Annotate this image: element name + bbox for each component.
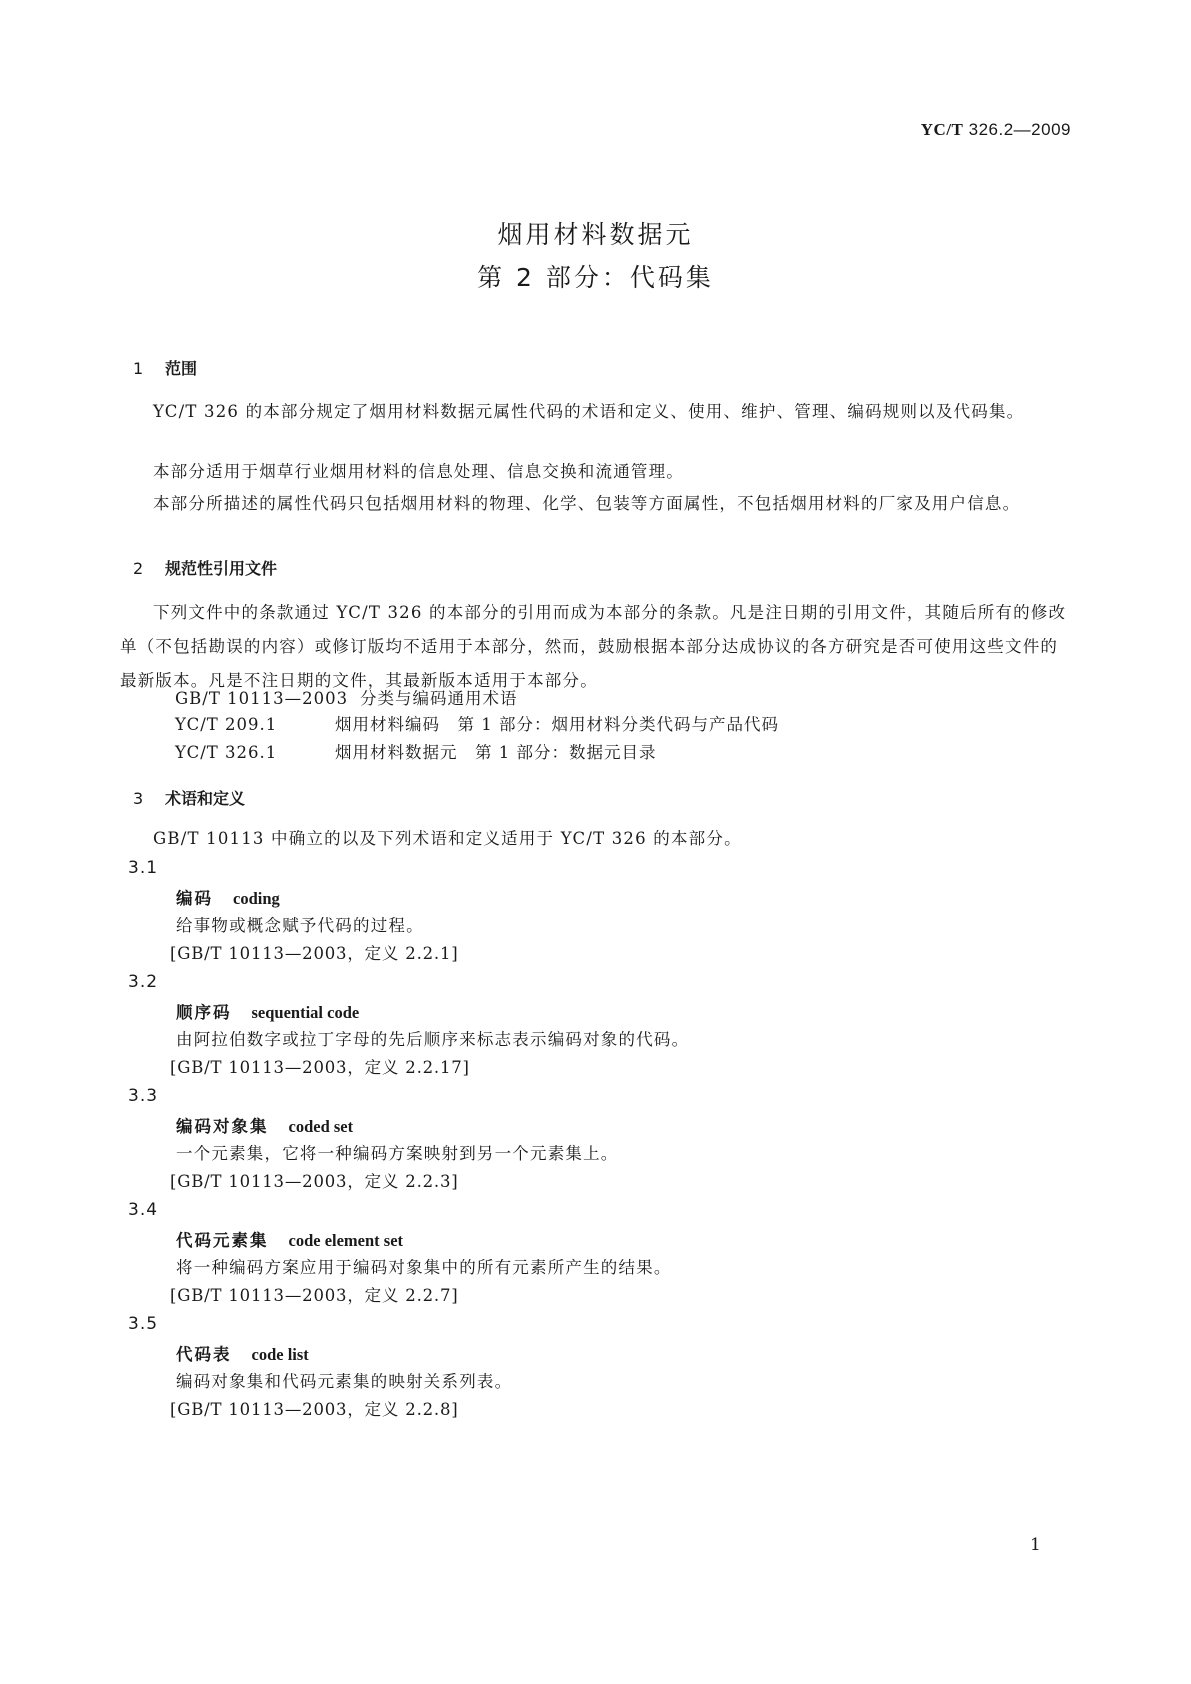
term-heading: [176, 999, 359, 1023]
term-definition: 由阿拉伯数字或拉丁字母的先后顺序来标志表示编码对象的代码。: [176, 1030, 690, 1049]
term-zh: 编码: [176, 889, 213, 908]
reference-code: GB/T 10113—2003: [175, 689, 349, 708]
paragraph: 本部分所描述的属性代码只包括烟用材料的物理、化学、包装等方面属性，不包括烟用材料的厂家及用户信息。: [153, 494, 1021, 513]
term-source: [GB/T 10113—2003，定义 2.2.3]: [170, 1172, 459, 1191]
term-heading: [176, 885, 280, 909]
section-number: 2: [133, 559, 144, 578]
term-number: 3.5: [128, 1314, 159, 1334]
section-heading-terms-definitions: [133, 786, 245, 809]
reference-title: 烟用材料编码 第 1 部分：烟用材料分类代码与产品代码: [335, 715, 779, 734]
reference-code: YC/T 326.1: [175, 743, 278, 762]
paragraph: 本部分适用于烟草行业烟用材料的信息处理、信息交换和流通管理。: [153, 462, 684, 481]
reference-code: YC/T 209.1: [175, 715, 278, 734]
document-subtitle: 第 2 部分：代码集: [477, 263, 714, 292]
standard-number: 326.2—2009: [968, 120, 1071, 139]
reference-item: [175, 711, 779, 735]
standard-code: [0, 120, 1071, 140]
standard-prefix: YC/T: [920, 120, 964, 139]
term-zh: 顺序码: [176, 1003, 232, 1022]
section-title: 范围: [165, 359, 198, 378]
reference-item: [175, 685, 518, 709]
term-en: sequential code: [251, 1003, 360, 1022]
section-number: 3: [133, 789, 144, 808]
term-definition: 给事物或概念赋予代码的过程。: [176, 916, 424, 935]
term-heading: [176, 1227, 403, 1251]
section-title: 规范性引用文件: [165, 559, 278, 578]
term-en: coded set: [288, 1117, 354, 1136]
term-en: code element set: [288, 1231, 404, 1250]
section-title: 术语和定义: [165, 789, 246, 808]
reference-title: 烟用材料数据元 第 1 部分：数据元目录: [335, 743, 657, 762]
section-heading-scope: [133, 356, 197, 379]
term-definition: 一个元素集，它将一种编码方案映射到另一个元素集上。: [176, 1144, 619, 1163]
reference-item: [175, 739, 657, 763]
term-definition: 将一种编码方案应用于编码对象集中的所有元素所产生的结果。: [176, 1258, 672, 1277]
term-number: 3.3: [128, 1086, 159, 1106]
term-en: code list: [251, 1345, 309, 1364]
paragraph: YC/T 326 的本部分规定了烟用材料数据元属性代码的术语和定义、使用、维护、管理、编码规则以及代码集。: [153, 402, 1025, 421]
term-source: [GB/T 10113—2003，定义 2.2.8]: [170, 1400, 459, 1419]
section-number: 1: [133, 359, 144, 378]
term-zh: 代码表: [176, 1345, 232, 1364]
page-number: 1: [1030, 1535, 1041, 1555]
term-heading: [176, 1341, 309, 1365]
term-definition: 编码对象集和代码元素集的映射关系列表。: [176, 1372, 513, 1391]
term-number: 3.4: [128, 1200, 159, 1220]
term-zh: 编码对象集: [176, 1117, 269, 1136]
term-number: 3.2: [128, 972, 159, 992]
term-source: [GB/T 10113—2003，定义 2.2.7]: [170, 1286, 459, 1305]
section-heading-normative-references: [133, 556, 277, 579]
reference-title: 分类与编码通用术语: [360, 689, 518, 708]
term-en: coding: [233, 889, 280, 908]
document-title: 烟用材料数据元: [497, 220, 694, 249]
term-heading: [176, 1113, 353, 1137]
term-number: 3.1: [128, 858, 159, 878]
term-source: [GB/T 10113—2003，定义 2.2.1]: [170, 944, 459, 963]
term-zh: 代码元素集: [176, 1231, 269, 1250]
paragraph: 下列文件中的条款通过 YC/T 326 的本部分的引用而成为本部分的条款。凡是注日期的引用文件，其随后所有的修改单（不包括勘误的内容）或修订版均不适用于本部分，然而，鼓励根据本部分达成协议的各方研究是否可使用这些文件的最新版本。凡是不注日期的文件，其最新版本适用于本部分。: [120, 603, 1067, 690]
term-source: [GB/T 10113—2003，定义 2.2.17]: [170, 1058, 470, 1077]
paragraph: GB/T 10113 中确立的以及下列术语和定义适用于 YC/T 326 的本部分。: [153, 829, 742, 848]
